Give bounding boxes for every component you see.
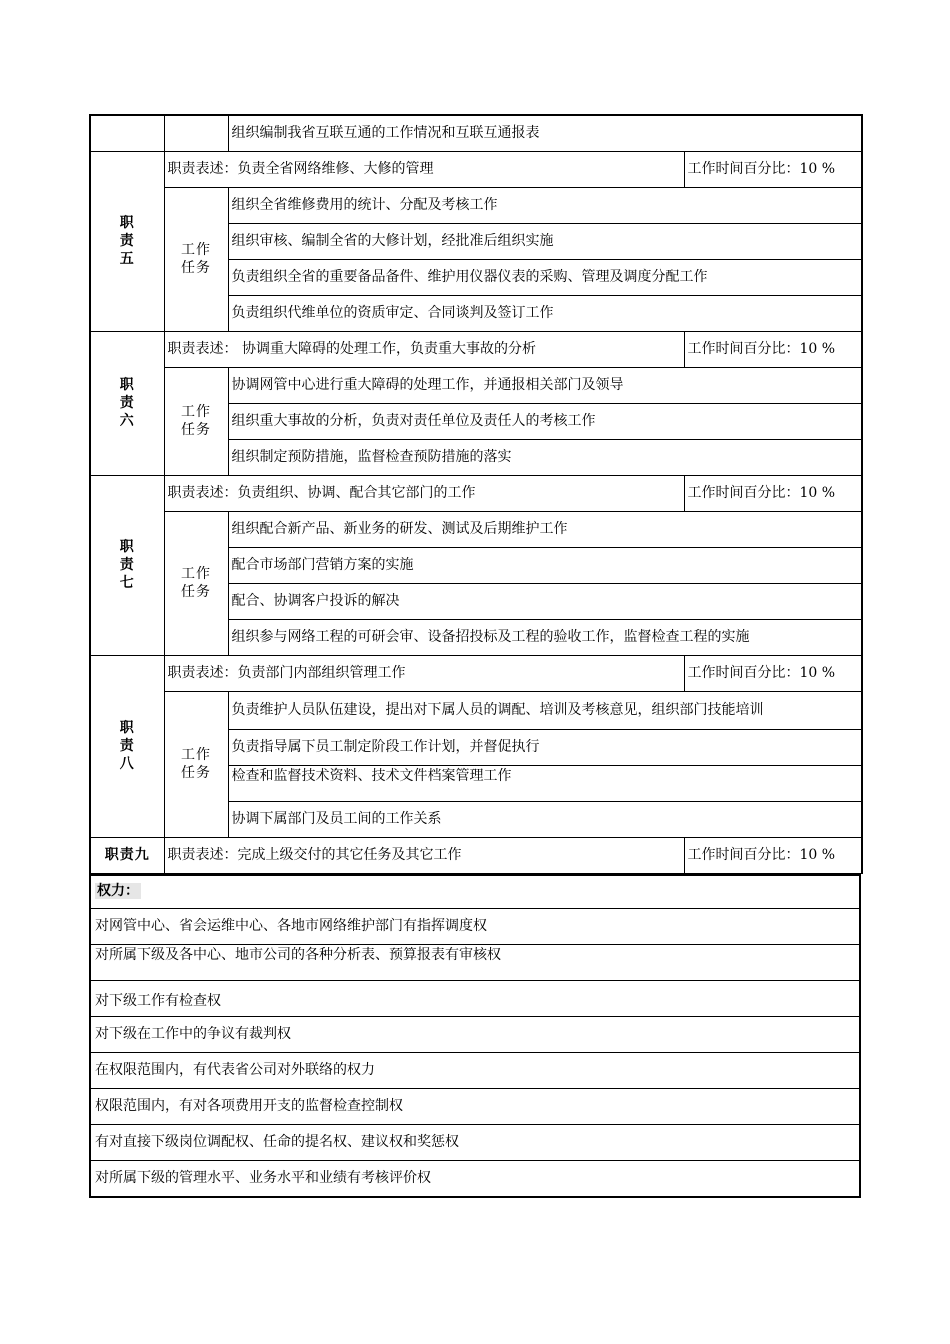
duty-label: 职 责 七 — [90, 475, 164, 655]
time-percentage: 工作时间百分比：10 % — [684, 331, 862, 367]
task-item: 配合市场部门营销方案的实施 — [228, 547, 862, 583]
power-row — [90, 909, 860, 945]
power-row — [90, 981, 860, 1017]
continued-task-row — [90, 115, 862, 151]
task-item: 组织编制我省互联互通的工作情况和互联互通报表 — [228, 115, 862, 151]
task-item: 负责组织全省的重要备品备件、维护用仪器仪表的采购、管理及调度分配工作 — [228, 259, 862, 295]
duty-statement: 职责表述：负责部门内部组织管理工作 — [164, 655, 684, 691]
task-item: 检查和监督技术资料、技术文件档案管理工作 — [228, 765, 862, 801]
duties-table — [89, 114, 863, 874]
duty-statement: 职责表述： 协调重大障碍的处理工作，负责重大事故的分析 — [164, 331, 684, 367]
powers-header-row — [90, 875, 860, 909]
task-item: 组织配合新产品、新业务的研发、测试及后期维护工作 — [228, 511, 862, 547]
time-percentage: 工作时间百分比：10 % — [684, 475, 862, 511]
task-label-cell — [164, 115, 228, 151]
duty-label-cell — [90, 115, 164, 151]
task-label: 工作 任务 — [164, 691, 228, 837]
power-item: 有对直接下级岗位调配权、任命的提名权、建议权和奖惩权 — [90, 1125, 860, 1161]
task-item: 组织重大事故的分析，负责对责任单位及责任人的考核工作 — [228, 403, 862, 439]
power-row — [90, 1053, 860, 1089]
task-item: 协调网管中心进行重大障碍的处理工作，并通报相关部门及领导 — [228, 367, 862, 403]
power-row — [90, 1089, 860, 1125]
power-row — [90, 1017, 860, 1053]
power-item: 对所属下级的管理水平、业务水平和业绩有考核评价权 — [90, 1161, 860, 1197]
power-item: 在权限范围内，有代表省公司对外联络的权力 — [90, 1053, 860, 1089]
duty-label: 职 责 八 — [90, 655, 164, 837]
task-label: 工作 任务 — [164, 511, 228, 655]
task-label: 工作 任务 — [164, 367, 228, 475]
duty-statement: 职责表述：负责组织、协调、配合其它部门的工作 — [164, 475, 684, 511]
duty-statement: 职责表述：负责全省网络维修、大修的管理 — [164, 151, 684, 187]
task-item: 配合、协调客户投诉的解决 — [228, 583, 862, 619]
time-percentage: 工作时间百分比：10 % — [684, 837, 862, 873]
power-item: 权限范围内，有对各项费用开支的监督检查控制权 — [90, 1089, 860, 1125]
power-item: 对下级在工作中的争议有裁判权 — [90, 1017, 860, 1053]
powers-title: 权力： — [97, 883, 139, 900]
task-row — [90, 367, 862, 403]
duty-statement: 职责表述：完成上级交付的其它任务及其它工作 — [164, 837, 684, 873]
task-item: 组织全省维修费用的统计、分配及考核工作 — [228, 187, 862, 223]
task-item: 负责指导属下员工制定阶段工作计划，并督促执行 — [228, 729, 862, 765]
task-row — [90, 511, 862, 547]
power-row — [90, 1125, 860, 1161]
powers-table — [89, 874, 861, 1198]
task-item: 组织参与网络工程的可研会审、设备招投标及工程的验收工作，监督检查工程的实施 — [228, 619, 862, 655]
powers-header-cell — [90, 875, 860, 909]
job-description-document — [89, 114, 861, 1198]
task-item: 组织审核、编制全省的大修计划，经批准后组织实施 — [228, 223, 862, 259]
duty-statement-row — [90, 655, 862, 691]
power-row — [90, 1161, 860, 1197]
duty-label: 职责九 — [90, 837, 164, 873]
power-item: 对下级工作有检查权 — [90, 981, 860, 1017]
time-percentage: 工作时间百分比：10 % — [684, 655, 862, 691]
task-item: 负责组织代维单位的资质审定、合同谈判及签订工作 — [228, 295, 862, 331]
duty-statement-row — [90, 151, 862, 187]
duty-statement-row — [90, 837, 862, 873]
task-row — [90, 187, 862, 223]
duty-statement-row — [90, 331, 862, 367]
task-row — [90, 691, 862, 729]
duty-label: 职 责 六 — [90, 331, 164, 475]
task-item: 组织制定预防措施，监督检查预防措施的落实 — [228, 439, 862, 475]
task-item: 协调下属部门及员工间的工作关系 — [228, 801, 862, 837]
task-item: 负责维护人员队伍建设，提出对下属人员的调配、培训及考核意见，组织部门技能培训 — [228, 691, 862, 729]
duty-statement-row — [90, 475, 862, 511]
power-item: 对网管中心、省会运维中心、各地市网络维护部门有指挥调度权 — [90, 909, 860, 945]
duty-label: 职 责 五 — [90, 151, 164, 331]
time-percentage: 工作时间百分比：10 % — [684, 151, 862, 187]
power-item: 对所属下级及各中心、地市公司的各种分析表、预算报表有审核权 — [90, 945, 860, 981]
task-label: 工作 任务 — [164, 187, 228, 331]
power-row — [90, 945, 860, 981]
